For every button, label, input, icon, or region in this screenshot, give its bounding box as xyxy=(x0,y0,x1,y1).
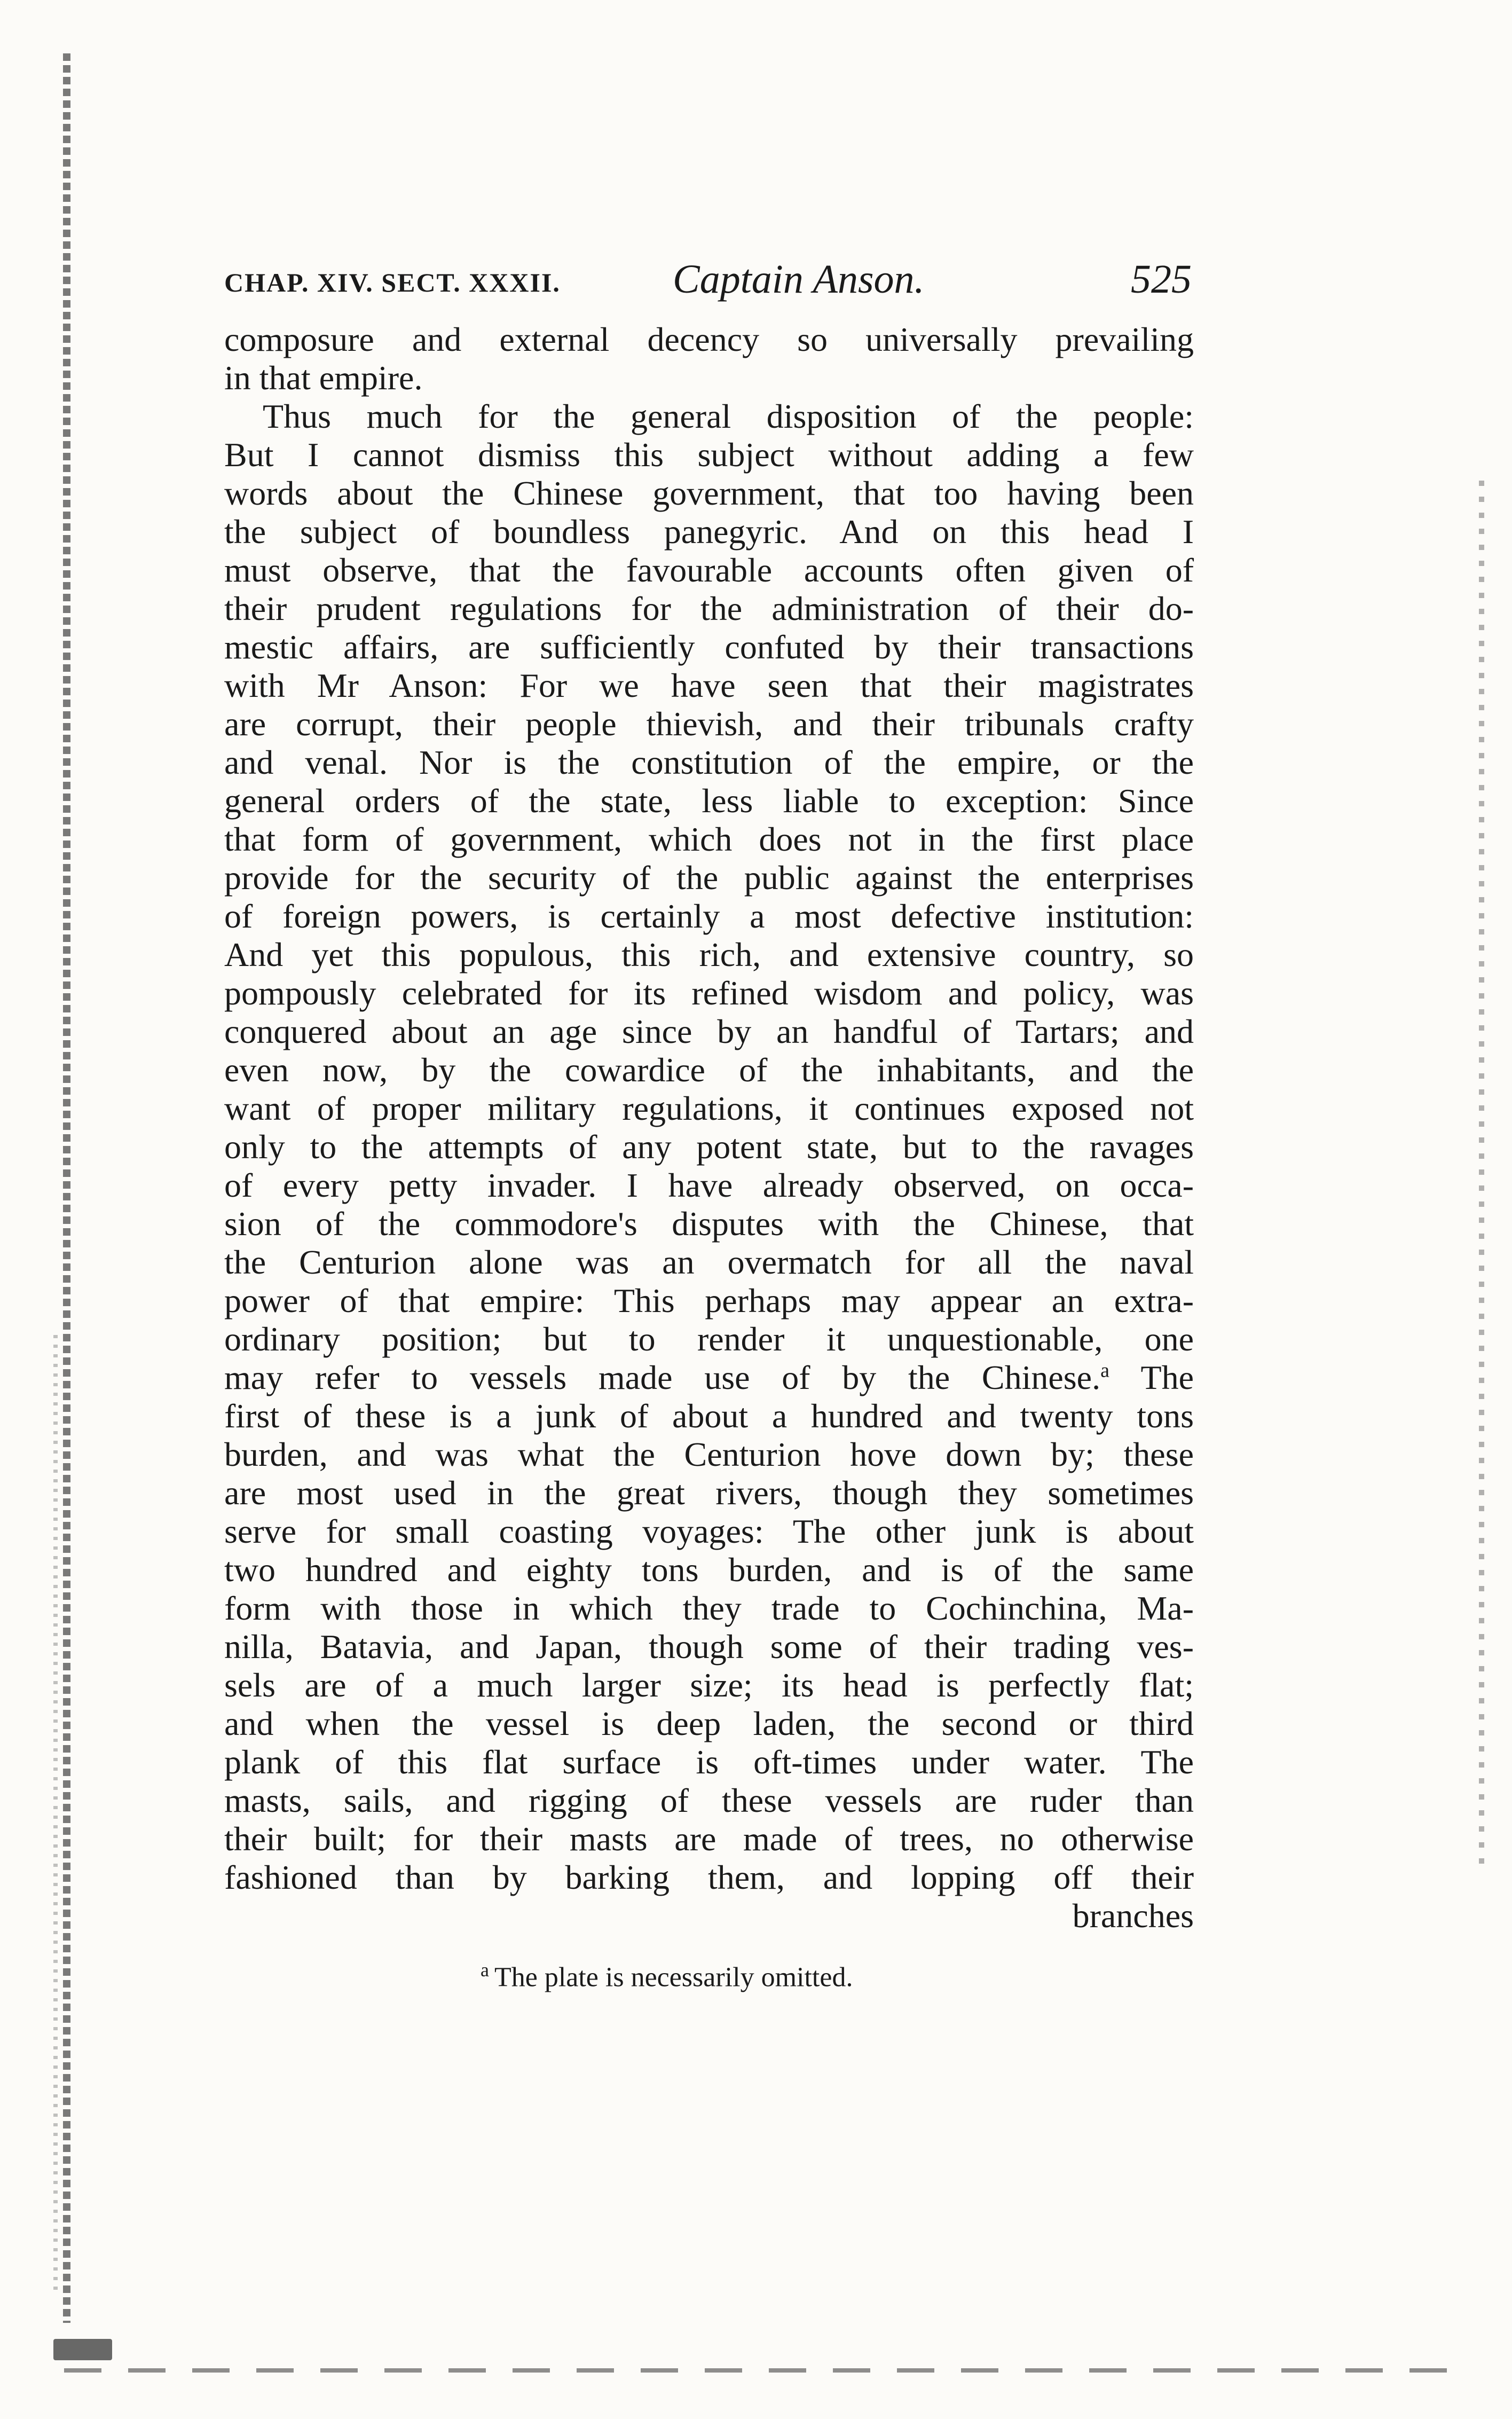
text-line: words about the Chinese government, that too having been xyxy=(224,474,1194,512)
text-line: and when the vessel is deep laden, the second or third xyxy=(224,1705,1194,1742)
footnote-ref: a xyxy=(1100,1359,1109,1382)
text-line: in that empire. xyxy=(224,359,423,397)
footnote-text: The plate is necessarily omitted. xyxy=(494,1962,853,1993)
scan-edge-right xyxy=(1479,481,1484,1869)
text-line: composure and external decency so universally prevailing xyxy=(224,320,1194,358)
page-number: 525 xyxy=(1131,257,1192,302)
text-line: serve for small coasting voyages: The other junk is about xyxy=(224,1512,1194,1550)
text-line: pompously celebrated for its refined wisdom and policy, was xyxy=(224,974,1194,1012)
scan-edge-left-inner xyxy=(53,1335,58,2296)
text-line-part: may refer to vessels made use of by the Chinese. xyxy=(224,1358,1101,1396)
text-line: But I cannot dismiss this subject without adding a few xyxy=(224,436,1194,474)
text-line: And yet this populous, this rich, and extensive country, so xyxy=(224,936,1194,973)
text-line: the Centurion alone was an overmatch for all the naval xyxy=(224,1243,1194,1281)
scan-edge-left xyxy=(63,53,70,2323)
text-line: sels are of a much larger size; its head is perfectly flat; xyxy=(224,1666,1194,1704)
text-line: form with those in which they trade to Cochinchina, Ma- xyxy=(224,1589,1194,1627)
text-line: their prudent regulations for the administration of their do- xyxy=(224,590,1194,627)
text-line: must observe, that the favourable accounts often given of xyxy=(224,551,1194,589)
text-line: Thus much for the general disposition of the people: xyxy=(263,397,1194,435)
text-line: nilla, Batavia, and Japan, though some of their trading ves- xyxy=(224,1628,1194,1666)
text-line: first of these is a junk of about a hundred and twenty tons xyxy=(224,1397,1194,1435)
text-line: power of that empire: This perhaps may appear an extra- xyxy=(224,1282,1194,1320)
text-line-with-footnote xyxy=(224,1358,1194,1397)
text-line: of every petty invader. I have already observed, on occa- xyxy=(224,1166,1194,1204)
scan-edge-bottom xyxy=(64,2368,1463,2373)
text-line: their built; for their masts are made of trees, no otherwise xyxy=(224,1820,1194,1858)
body-text xyxy=(224,320,1194,1935)
text-line: conquered about an age since by an handful of Tartars; and xyxy=(224,1012,1194,1050)
running-title: Captain Anson. xyxy=(673,257,925,302)
text-line: mestic affairs, are sufficiently confuted by their transactions xyxy=(224,628,1194,666)
text-line: provide for the security of the public against the enterprises xyxy=(224,859,1194,897)
text-line: that form of government, which does not in the first place xyxy=(224,820,1194,858)
text-line: and venal. Nor is the constitution of the empire, or the xyxy=(224,743,1194,781)
text-line: general orders of the state, less liable to exception: Since xyxy=(224,782,1194,820)
text-line: with Mr Anson: For we have seen that their magistrates xyxy=(224,666,1194,704)
text-line: the subject of boundless panegyric. And on this head I xyxy=(224,513,1194,551)
text-line: fashioned than by barking them, and lopping off their xyxy=(224,1858,1194,1896)
catchword: branches xyxy=(1072,1897,1194,1935)
text-line: even now, by the cowardice of the inhabitants, and the xyxy=(224,1051,1194,1089)
text-line: are corrupt, their people thievish, and their tribunals crafty xyxy=(224,705,1194,743)
chapter-heading: CHAP. XIV. SECT. XXXII. xyxy=(224,268,561,297)
text-line: want of proper military regulations, it continues exposed not xyxy=(224,1089,1194,1127)
text-line: plank of this flat surface is oft-times under water. The xyxy=(224,1743,1194,1781)
text-line: two hundred and eighty tons burden, and is of the same xyxy=(224,1551,1194,1589)
footnote xyxy=(481,1959,853,1993)
text-line: of foreign powers, is certainly a most defective institution: xyxy=(224,897,1194,935)
text-line: only to the attempts of any potent state, but to the ravages xyxy=(224,1128,1194,1166)
footnote-symbol: a xyxy=(481,1959,489,1981)
text-line: sion of the commodore's disputes with the Chinese, that xyxy=(224,1205,1194,1243)
text-line: ordinary position; but to render it unquestionable, one xyxy=(224,1320,1194,1358)
text-line: burden, and was what the Centurion hove down by; these xyxy=(224,1435,1194,1473)
text-line: are most used in the great rivers, though they sometimes xyxy=(224,1474,1194,1512)
text-line: masts, sails, and rigging of these vessels are ruder than xyxy=(224,1781,1194,1819)
text-line-part: The xyxy=(1140,1358,1194,1396)
scan-corner-mark xyxy=(53,2339,112,2360)
running-head xyxy=(224,256,1192,304)
